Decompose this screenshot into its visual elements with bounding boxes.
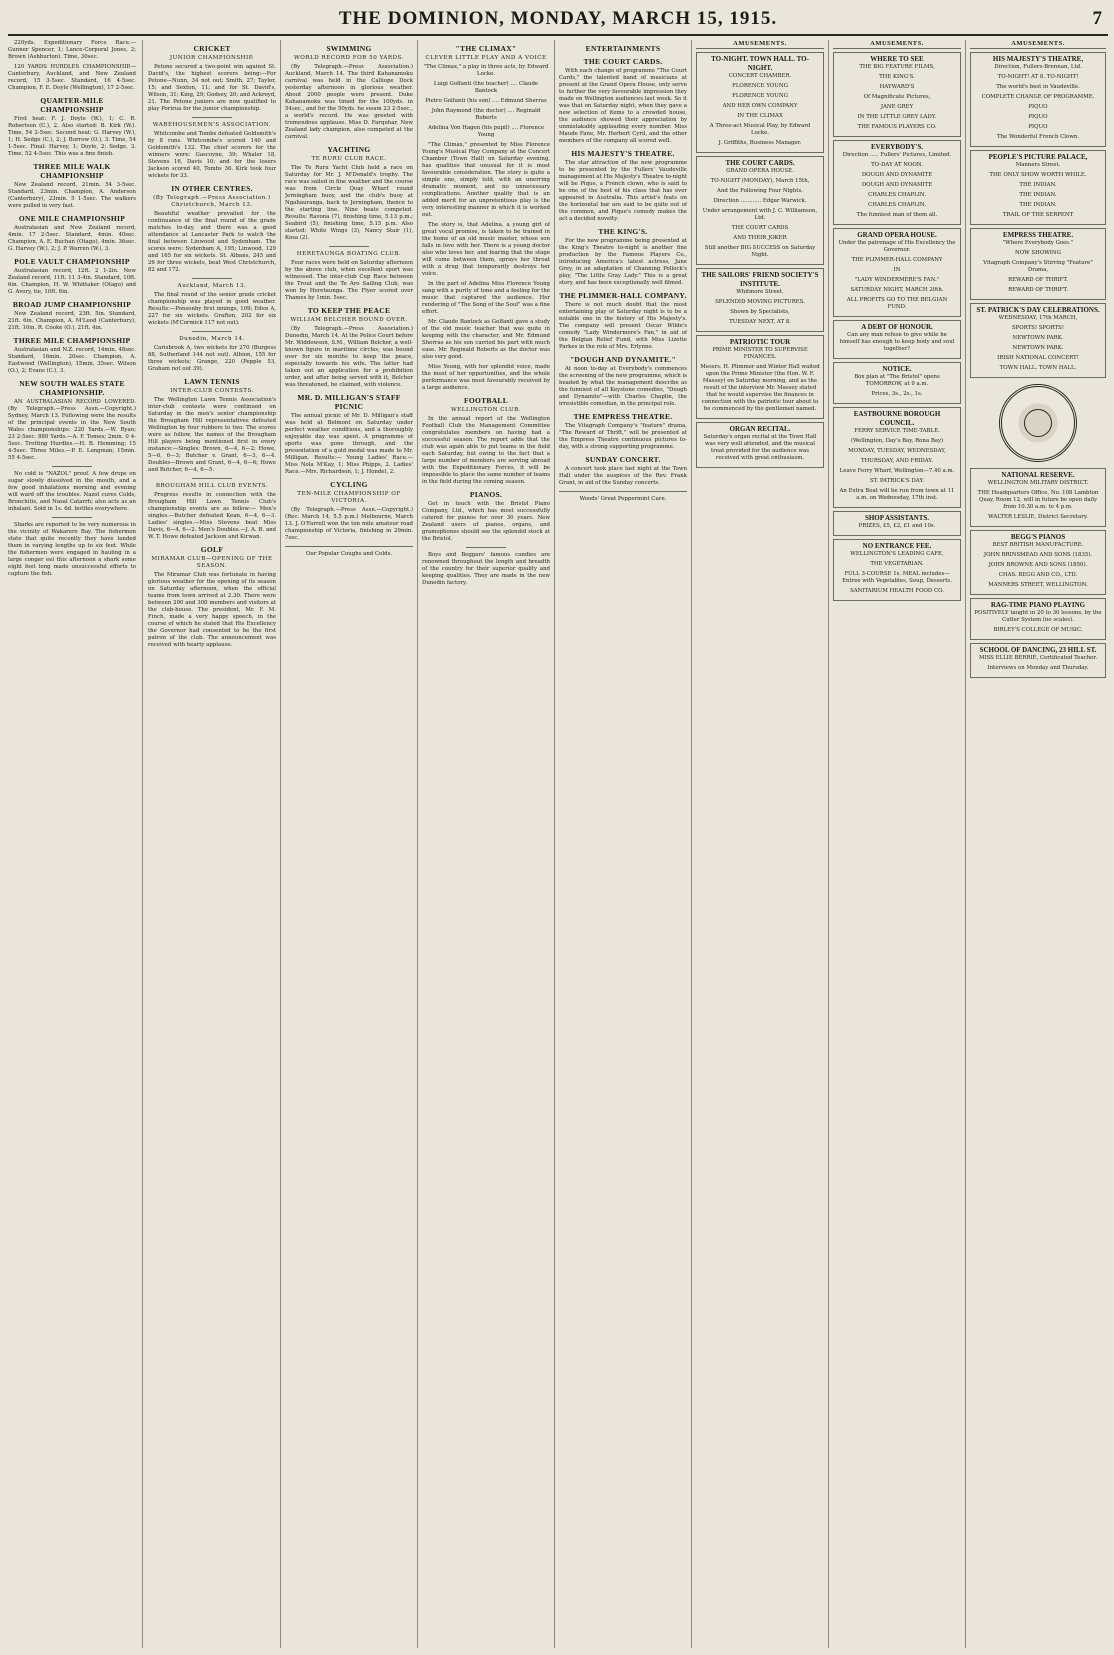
ad-title: PATRIOTIC TOUR: [729, 338, 791, 346]
ad-line: Leave Ferry Wharf, Wellington—7.40 a.m.: [839, 468, 955, 474]
ad-title: BEGG'S PIANOS: [1010, 533, 1066, 541]
ad-line: Can any man refuse to give while he himself has enough to keep body and soul together?: [839, 332, 955, 352]
ad-line: TOWN HALL. TOWN HALL.: [999, 365, 1077, 371]
ad-line: THE ONLY SHOW WORTH WHILE.: [989, 172, 1087, 178]
article-text: Australasian and N.Z. record, 14min. 48sec. Standard, 16min. 20sec. Champion, A. Eastwood (Wellington), 15min. 35sec. Wilson (O.), 2; Evans (C.), 3.: [8, 347, 136, 374]
ad-line: JOHN BRINSMEAD AND SONS (1835).: [983, 552, 1093, 558]
section-subheading: BROUGHAM HILL CLUB EVENTS.: [155, 483, 269, 489]
section-subheading: HERETAUNGA BOATING CLUB.: [296, 251, 402, 257]
article-text: With each change of programme "The Court Cards," the talented band of musicians at present at the Grand Opera House, only serve to further the very favourable impression they made on Wellington audiences last week. So it was that on Saturday night, when they gave a new selection of items to a crowded house, the audience showed their appreciation by unmistakably applauding every number. Miss Maude Fane, Mr. Herbert Cyril, and the other members of the company all scored well.: [559, 68, 687, 144]
cast-line: Luigi Golfanti (the teacher) .... Claude Bantock: [433, 81, 539, 94]
ad-title: A DEBT OF HONOUR.: [861, 323, 933, 331]
section-heading: THE KING'S.: [598, 227, 648, 236]
article-text: Progress results in connection with the Brougham Hill Lawn Tennis Club's championship events are as follow:— Men's singles.—Butcher defeated Kean, 6—4, 6—3. Ladies' singles.—Miss Stevens beat Miss Davis, 6—4, 6—2. Men's Doubles.—J. A. B. and W. T. Howe defeated Jackson and Kirwan.: [148, 492, 276, 540]
article-text: The star attraction of the new programme to be presented by the Fullers' Vaudeville management at His Majesty's Theatre to-night will be Pique, a French clown, who is said to be one of the best of his class that has ever appeared in Australia. This artist's feats on the horizontal bar are said to be quite out of the common, and Pique's comedy makes the act a decided novelty.: [559, 160, 687, 222]
ad-line: MANNERS STREET, WELLINGTON.: [988, 582, 1088, 588]
article-text: The Vitagraph Company's "feature" drama, "The Reward of Thrift," will be presented at the Empress Theatre continuous pictures to-day, with a strong supporting programme.: [559, 423, 687, 450]
ad-line: Manners Street.: [1015, 162, 1061, 168]
advertisement: [833, 539, 961, 601]
section-separator: [329, 246, 369, 247]
ad-title: THE SAILORS' FRIEND SOCIETY'S INSTITUTE.: [701, 271, 819, 288]
ad-line: TO-DAY AT NOON.: [871, 162, 923, 168]
results-line: 220yds. Expeditionary Force Race.— Gunner Spencer, 1; Lance-Corporal Jones, 2; Brown (Ashburton). Time, 30sec.: [8, 40, 136, 60]
section-heading: CRICKET: [193, 44, 231, 53]
ad-line: THE VEGETARIAN.: [870, 561, 924, 567]
column-rule: [142, 40, 143, 1648]
section-separator: [192, 278, 232, 279]
section-heading: BROAD JUMP CHAMPIONSHIP: [12, 300, 132, 309]
ad-line: J. Griffiths, Business Manager.: [718, 140, 802, 146]
section-heading: FOOTBALL: [463, 396, 509, 405]
advertisement: [696, 422, 824, 468]
ad-line: The world's best in Vaudeville.: [996, 84, 1080, 90]
national-reserve-seal: [999, 384, 1077, 462]
column-3: [285, 40, 413, 1648]
ad-line: THE Headquarters Office, No. 108 Lambton Quay, Room 12, will in future be open daily from 10.30 a.m. to 4 p.m.: [977, 490, 1099, 510]
ad-title: THE COURT CARDS.: [725, 159, 795, 167]
ad-line: GRAND OPERA HOUSE.: [726, 168, 794, 174]
section-subheading: TEN-MILE CHAMPIONSHIP OF VICTORIA.: [297, 491, 401, 504]
section-heading: CYCLING: [330, 480, 368, 489]
article-text: Australasian record, 12ft. 2 1-2in. New Zealand record, 11ft. 11 3-4in. Standard, 10ft. 6in. Champion, H. W. Whittaker (Otago) and G. Avory, tie, 10ft. 6in.: [8, 268, 136, 295]
column-6: [696, 40, 824, 1648]
advertisement: [970, 303, 1106, 378]
ad-line: IN THE CLIMAX: [737, 113, 783, 119]
column-rule: [965, 40, 966, 1648]
ad-line: NEWTOWN PARK.: [1012, 345, 1064, 351]
section-heading: THE COURT CARDS.: [583, 57, 663, 66]
ad-title: SCHOOL OF DANCING, 23 HILL ST.: [979, 646, 1097, 654]
ad-line: TRAIL OF THE SERPENT: [1002, 212, 1074, 218]
advertisement: [696, 335, 824, 419]
article-text: A concert took place last night at the Town Hall under the auspices of the Rev. Frank Grant, in aid of the Sunday concerts.: [559, 466, 687, 486]
section-subheading: (By Telegraph.—Press Association.) Christchurch, March 13.: [153, 195, 271, 208]
article-text: (By Telegraph.—Press Association.) Dunedin, March 14. At the Police Court before Mr. Widdowson, S.M., William Belcher, a well-known figure in maritime circles, was bound over for six months to keep the peace, especially towards his wife. The latter had taken out an application for a prohibition order, and after being served with it, Belcher was threatened, he claimed, with violence.: [285, 326, 413, 388]
ad-title: NOTICE.: [882, 365, 912, 373]
advertisement: [970, 52, 1106, 147]
ad-line: THE INDIAN.: [1019, 192, 1057, 198]
column-rule: [691, 40, 692, 1648]
column-rule: [280, 40, 281, 1648]
section-heading: PIANOS.: [469, 490, 503, 499]
ad-title: TO-NIGHT. TOWN HALL. TO-NIGHT.: [711, 55, 809, 72]
section-heading: POLE VAULT CHAMPIONSHIP: [14, 257, 130, 266]
advertisement: [970, 530, 1106, 595]
ad-title: EASTBOURNE BOROUGH COUNCIL.: [853, 410, 941, 427]
article-text: Get in touch with the Bristol Piano Company, Ltd., which has most successfully catered for pianos for over 30 years. New Zealand users of pianos, organs, and gramophones should see the splendid stock at the Bristol.: [422, 501, 550, 542]
section-subheading: JUNIOR CHAMPIONSHIP.: [169, 55, 255, 61]
ad-line: Shown by Specialists,: [730, 309, 790, 315]
ad-line: AND THEIR JOKER: [733, 235, 787, 241]
column-5: [559, 40, 687, 1648]
ad-line: Direction ............ Edgar Warwick.: [713, 198, 807, 204]
advertisement: [833, 362, 961, 404]
ad-title: HIS MAJESTY'S THEATRE,: [992, 55, 1084, 63]
section-heading: THREE MILE CHAMPIONSHIP: [13, 336, 131, 345]
ad-line: Vitagraph Company's Stirring "Feature" Drama,: [983, 260, 1093, 273]
ad-line: MISS ELLIE BERRIE, Certificated Teacher.: [978, 655, 1098, 661]
columns-area: [8, 40, 1108, 1648]
section-subheading: WELLINGTON CLUB.: [450, 407, 522, 413]
article-text: Whitcombe and Tombs defeated Goldsmith's by 8 runs. Whitcombe's scored 140 and Goldsmith's 132. The chief scorers for the winners were: Gascoyne, 39; Whaler 18, Stevens 16, Davis 10; and for the losers Jackson scored 40, Tombs 36. Kirk took four wickets for 33.: [148, 131, 276, 179]
section-heading: YACHTING: [327, 145, 371, 154]
section-subheading: Dunedin, March 14.: [179, 336, 245, 342]
ad-line: DOUGH AND DYNAMITE: [861, 182, 933, 188]
ad-line: PIQUO: [1028, 104, 1048, 110]
column-4: [422, 40, 550, 1648]
section-subheading: INTER-CLUB CONTESTS.: [170, 388, 254, 394]
advertisement: [696, 268, 824, 332]
ad-line: The Wonderful French Clown.: [996, 134, 1080, 140]
article-text: For the new programme being presented at the King's Theatre to-night is another fine production by the Famous Players Co., introducing America's latest actress, Jane Grey, in an adaptation of Channing Pollock's play, "The Little Gray Lady." This is a great story, and has been exceptionally well filmed.: [559, 238, 687, 286]
advertisement: [696, 156, 824, 265]
section-separator: [192, 478, 232, 479]
ad-line: And the Following Four Nights.: [717, 188, 803, 194]
ad-line: DOUGH AND DYNAMITE: [861, 172, 933, 178]
masthead: [8, 6, 1108, 36]
section-separator: [192, 331, 232, 332]
ad-title: NO ENTRANCE FEE.: [862, 542, 932, 550]
section-heading: MR. D. MILLIGAN'S STAFF PICNIC: [297, 393, 401, 411]
ad-line: CHARLES CHAPLIN.: [868, 192, 926, 198]
ad-line: NEWTOWN PARK.: [1012, 335, 1064, 341]
footer-note: Woods' Great Peppermint Cure.: [579, 496, 667, 502]
page-number: 7: [1092, 8, 1102, 29]
ad-line: CHARLES CHAPLIN.: [868, 202, 926, 208]
advertisement: [970, 150, 1106, 225]
advertisement: [970, 643, 1106, 678]
section-subheading: MIRAMAR CLUB—OPENING OF THE SEASON.: [151, 556, 273, 569]
advertisement: [833, 407, 961, 508]
ad-line: FLORENCE YOUNG: [732, 93, 788, 99]
section-heading: GOLF: [200, 545, 224, 554]
advertisement: [833, 52, 961, 137]
ad-line: ST. PATRICK'S DAY.: [869, 478, 925, 484]
ad-line: PRIME MINISTER TO SUPERVISE FINANCES.: [712, 347, 808, 360]
ad-title: WHERE TO SEE: [870, 55, 924, 63]
advertisement: [970, 468, 1106, 527]
section-heading: THE EMPRESS THEATRE.: [573, 412, 673, 421]
column-2: [148, 40, 276, 1648]
article-text: In the annual report of the Wellington Football Club the Management Committee congratulates members on having had a successful season. The report adds that the club was again able to put teams in the field each Saturday, but owing to the fact that a large number of members are serving abroad with the Expeditionary Forces, it will be impossible to place the same number of teams in the field during the coming season.: [422, 416, 550, 485]
ad-line: AND HER OWN COMPANY: [722, 103, 798, 109]
ad-title: ST. PATRICK'S DAY CELEBRATIONS.: [976, 306, 1100, 314]
ad-line: Direction ..... Fullers' Pictures, Limited.: [842, 152, 952, 158]
ad-line: WALTER LESLIE, District Secretary.: [988, 514, 1088, 520]
ad-line: CHAS. BEGG AND CO., LTD.: [998, 572, 1078, 578]
column-rule: [417, 40, 418, 1648]
ad-line: FERRY SERVICE TIME-TABLE.: [854, 428, 940, 434]
seal-crest: [1024, 409, 1052, 437]
ad-line: JANE GREY: [880, 104, 914, 110]
section-heading: TO KEEP THE PEACE: [307, 306, 391, 315]
article-paragraph: In the part of Adelina Miss Florence Young sang with a purity of tone and a feeling for the music that captured the audience. Her rendering of "The Song of the Soul" was a fine effort.: [422, 281, 550, 315]
ad-line: WELLINGTON MILITARY DISTRICT.: [987, 480, 1089, 486]
article-text: (By Telegraph.—Press Association.) Auckland, March 14. The third Kahanamoku carnival was held in the Calliope Dock yesterday afternoon in glorious weather. About 2000 people were present. Duke Kahanamoku was timed for the 100yds. in 54sec., and for the 50yds. he swam 23 2-5sec., a world's record. He was greeted with tremendous applause. Miss D. Farquhar, New Zealand lady champion, also competed at the carnival.: [285, 64, 413, 140]
section-subheading: WAREHOUSEMEN'S ASSOCIATION.: [152, 122, 272, 128]
article-text: AN AUSTRALASIAN RECORD LOWERED. (By Telegraph.—Press Assn.—Copyright.) Sydney, March 13. Following were the results of the principal events in the New South Wales championships: 220 Yards.—W. Ryan; 23 2-5sec. 880 Yards.—A. F. Tomes; 2min. 0 4-5sec. Trotting Hurdles.—H. B. Hemming; 15 4-5sec. Three Miles.—P. E. Longman; 15min. 55 4-5sec.: [8, 399, 136, 461]
section-heading: "DOUGH AND DYNAMITE.": [569, 355, 677, 364]
ad-line: FLORENCE YOUNG: [732, 83, 788, 89]
ad-line: REWARD OF THRIFT.: [1008, 277, 1068, 283]
ad-line: REWARD OF THRIFT.: [1008, 287, 1068, 293]
ad-line: Under the patronage of His Excellency the Governor.: [838, 240, 956, 253]
amusements-heading: AMUSEMENTS.: [970, 40, 1106, 49]
results-line: 120 YARDS HURDLES CHAMPIONSHIP.—Canterbury, Auckland, and New Zealand record, 15 3-5sec. Standard, 16 4-5sec. Champion, F. E. Doyle (Wellington), 17 2-5sec.: [8, 64, 136, 91]
ad-line: HAYWARD'S: [879, 84, 915, 90]
ad-line: Still another BIG SUCCESS on Saturday Night.: [704, 245, 816, 258]
column-1: [8, 40, 136, 1648]
ad-title: EVERYBODY'S.: [870, 143, 924, 151]
section-heading: SWIMMING: [326, 44, 372, 53]
ad-title: EMPRESS THEATRE.: [1002, 231, 1074, 239]
ad-line: THURSDAY, AND FRIDAY.: [860, 458, 934, 464]
article-text: New Zealand record, 21min. 54 3-5sec. Standard, 23min. Champion, A. Anderson (Canterbury), 23min. 5 1-5sec. The walkers were pulled in very fast.: [8, 182, 136, 209]
article-text: Australasian and New Zealand record, 4min. 17 2-5sec. Standard, 4min. 40sec. Champion, A. E. Buchan (Otago), 4min. 36sec. G. Harvey (W.), 2; J. P. Warren (W.), 3.: [8, 225, 136, 252]
ad-title: PEOPLE'S PICTURE PALACE,: [988, 153, 1088, 161]
ad-title: RAG-TIME PIANO PLAYING: [990, 601, 1086, 609]
ad-line: THE FAMOUS PLAYERS CO.: [857, 124, 937, 130]
section-heading: ONE MILE CHAMPIONSHIP: [18, 214, 126, 223]
ad-line: Interviews on Monday and Thursday.: [987, 665, 1089, 671]
ad-line: An Extra Boat will be run from town at 11 a.m. on Wednesday, 17th inst.: [839, 488, 955, 501]
article-text: Boys and Beggars' famous candies are renowned throughout the length and breadth of the country for their superior quality and keeping qualities. They are made in the new Dunedin factory.: [422, 552, 550, 586]
article-text: The Wellington Lawn Tennis Association's inter-club contests were continued on Saturday in the men's senior championship the Brougham Hill representatives defeated Wellington by four rubbers to two. The scores were as follow, the names of the Brougham Hill players being mentioned first in every instance:—Singles: Brown, 6—4, 6—2; Howe, 5—6, 6—3; Butcher v. Grant, 6—3, 6—4. Doubles—Brown and Grant, 6—4, 6—6; Howe and Butcher, 6—4, 6—5.: [148, 397, 276, 473]
ad-line: IN: [893, 267, 901, 273]
ad-line: SPLENDID MOVING PICTURES.: [715, 299, 805, 305]
ad-line: MONDAY, TUESDAY, WEDNESDAY,: [848, 448, 946, 454]
ad-line: COMPLETE CHANGE OF PROGRAMME.: [981, 94, 1095, 100]
column-7: [833, 40, 961, 1648]
article-text: Petone secured a two-point win against St. David's, the highest scorers being:—For Petone—Nunn, 34 not out; Smith, 27; Taylor, 15; and Sexton, 11; and for St. David's, Wilson, 31; King, 29; Godsey, 20; and Ackroyd, 21. The Petone juniors are now qualified to play Porirua for the junior championship.: [148, 64, 276, 112]
ad-line: THE COURT CARDS: [731, 225, 789, 231]
article-text: There is not much doubt that the most entertaining play of Saturday night is to be a notable one in the history of His Majesty's. The company will present Oscar Wilde's comedy "Lady Windermere's Fan," in aid of the Belgian Relief Fund, with Miss Lizette Parkes in the role of Mrs. Erlynne.: [559, 302, 687, 350]
ad-line: TUESDAY NEXT, AT 8.: [729, 319, 791, 325]
section-heading: SUNDAY CONCERT.: [585, 455, 661, 464]
ad-line: WEDNESDAY, 17th MARCH,: [998, 315, 1078, 321]
ad-title: GRAND OPERA HOUSE.: [857, 231, 937, 239]
section-subheading: TE RURU CLUB RACE.: [311, 156, 387, 162]
cast-line: John Raymond (the doctor) .... Reginald Roberts: [431, 108, 541, 121]
entertainments-heading: ENTERTAINMENTS: [585, 44, 661, 53]
ad-line: IRISH NATIONAL CONCERT!: [997, 355, 1079, 361]
ad-line: TO-NIGHT (MONDAY), March 15th,: [710, 178, 810, 184]
section-heading: HIS MAJESTY'S THEATRE.: [571, 149, 675, 158]
amusements-heading: AMUSEMENTS.: [696, 40, 824, 49]
article-text: The Te Ruru Yacht Club held a race on Saturday for Mr. J. M'Donald's trophy. The race was sailed in fine weather and the course was from Circle Quay Wharf round Jerningham buoy, and the club's buoy at Ngahauranga, back to Jerningham, thence to the starting line. Nine boats competed. Results: Ravona (7), finishing time, 5.13 p.m.; Seabird (5), finishing time, 5.15 p.m. Also started: White Wings (3), Nancy Stair (1), Kosa (2).: [285, 165, 413, 241]
article-text: Carisbrook A, two wickets for 270 (Burgess 88, Sutherland 144 not out). Albion, 155 for three wickets; Grange, 220 (Pepple 53, Graham not out 39).: [148, 345, 276, 372]
ad-line: The funniest man of them all.: [856, 212, 938, 218]
cast-line: Pietro Golfanti (his son) .... Edmund Sherras: [425, 98, 547, 104]
ad-line: SATURDAY NIGHT, MARCH 20th.: [850, 287, 944, 293]
ad-line: BIRLEY'S COLLEGE OF MUSIC.: [993, 627, 1083, 633]
ad-line: WELLINGTON'S LEADING CAFE,: [850, 551, 944, 557]
article-paragraph: Mr. Claude Bantock as Golfanti gave a study of the old music teacher that was quite in keeping with the character, and Mr. Edmund Sherras as his son carried his part with much ease. Mr. Reginald Roberts as the doctor was also very good.: [422, 319, 550, 360]
ad-line: Direction, Fullers-Brennan, Ltd.: [994, 64, 1082, 70]
section-subheading: Auckland, March 13.: [177, 283, 247, 289]
ad-line: "LADY WINDERMERE'S FAN.": [854, 277, 940, 283]
ad-title: NATIONAL RESERVE.: [1001, 471, 1075, 479]
ad-line: SPORTS! SPORTS!: [1011, 325, 1065, 331]
section-subheading: WILLIAM BELCHER BOUND OVER.: [290, 317, 408, 323]
advertisement: [833, 228, 961, 317]
section-heading: LAWN TENNIS: [184, 377, 240, 386]
newspaper-title: THE DOMINION, MONDAY, MARCH 15, 1915.: [338, 8, 778, 29]
ad-line: TO-NIGHT! AT 8. TO-NIGHT!: [997, 74, 1079, 80]
article-paragraph: The story is, that Adelina, a young girl of great vocal promise, is taken to be trained in the home of an old music master, whose son falls in love with her. There is a young doctor also who loves her, and fearing that the stage will come between them, sprays her throat with a drug that temporarily destroys her voice.: [422, 222, 550, 277]
article-text: The final round of the senior grade cricket championship was played in good weather. Results:—Ponsonby first innings, 109; Eden A, 227 for six wickets. Grafton, 202 for six wickets (M'Cormick 117 not out).: [148, 292, 276, 326]
section-heading: IN OTHER CENTRES.: [171, 184, 253, 193]
article-paragraph: Miss Young, with her splendid voice, made the most of her opportunities, and the whole performance was most favourably received by a large audience.: [422, 364, 550, 391]
ad-line: Box plan at "The Bristol" opens TOMORROW, at 9 a.m.: [854, 374, 940, 387]
ad-line: PRIZES, £5, £2, £1 and 10s.: [858, 523, 936, 529]
ad-line: FULL 3-COURSE 1s. MEAL includes— Entree with Vegetables, Soup, Desserts.: [842, 571, 952, 584]
article-subheading: CLEVER LITTLE PLAY AND A VOICE: [425, 55, 547, 61]
article-text: Four races were held on Saturday afternoon by the above club, when excellent sport was witnessed. The inter-club Cup Race between the Trout and the Te Aro Sailing Club, was won by Heretaunga. The Flyer scored over Thames by 1min. 5sec.: [285, 260, 413, 301]
amusements-heading: AMUSEMENTS.: [833, 40, 961, 49]
article-paragraph: "The Climax," presented by Miss Florence Young's Musical Play Company at the Concert Chamber (Town Hall) on Saturday evening, has qualities that unusual for it is most favourable consideration. The story is quite a simple one, simply told, with an unerring dramatic moment, and no unnecessary complications. Another quality that is an added merit for an unpretentious play is the very interesting manner in which it is worked out.: [422, 142, 550, 218]
section-heading: NEW SOUTH WALES STATE CHAMPIONSHIP.: [19, 379, 125, 397]
advertisement: [970, 598, 1106, 640]
ad-line: Saturday's organ recital at the Town Hall was very well attended, and the musical treat provided for the audience was received with great enthusiasm.: [703, 434, 817, 461]
ad-line: ALL PROFITS GO TO THE BELGIAN FUND.: [846, 297, 948, 310]
cast-line: Adelina Von Hagen (his pupil) .... Florence Young: [427, 125, 545, 138]
ad-line: BEST BRITISH MANUFACTURE.: [992, 542, 1084, 548]
advertisement: [970, 228, 1106, 300]
article-text: The annual picnic of Mr. D. Milligan's staff was held at Belmont on Saturday under perfect weather conditions, and a thoroughly enjoyable day was spent. A programme of sports was gone through, and the presentation of a gold medal was made to Mr. Milligan. Results:— Young Ladies' Race.—Miss Nola M'Kay, 1; Miss Phipps, 2. Ladies' Race.—Mrs. Richardson, 1; J. Hondel, 2.: [285, 413, 413, 475]
ad-title: SHOP ASSISTANTS.: [864, 514, 930, 522]
ad-line: (Wellington, Day's Bay, Rona Bay): [850, 438, 944, 444]
ad-line: IN THE LITTLE GREY LADY.: [857, 114, 937, 120]
article-text: First heat: F. J. Doyle (W.), 1; C. R. Robertson (C.), 2. Also started: B. Kirk (W.). Time, 54 2-5sec. Second heat: G. Harvey (W.), 1; H. Sedge (C.), 2; J. Burrow (O.), 3. Time, 54 1-5sec. Final: Harvey, 1; Doyle, 2; Sedge, 3. Time, 52 4-5sec. This was a fine finish.: [8, 116, 136, 157]
ad-title: ORGAN RECITAL.: [729, 425, 791, 433]
ad-line: THE INDIAN.: [1019, 202, 1057, 208]
advertisement: [833, 320, 961, 359]
ad-line: PIQUO: [1028, 124, 1048, 130]
ad-line: "Where Everybody Goes.": [1002, 240, 1074, 246]
ad-line: POSITIVELY taught in 20 to 30 lessons, by the Cutler System (no scales).: [974, 610, 1102, 623]
advertisement: [696, 52, 824, 153]
column-8: [970, 40, 1106, 1648]
ad-line: Whitmore Street.: [736, 289, 784, 295]
article-text: The Miramar Club was fortunate in having glorious weather for the opening of its season on Saturday afternoon, when the official teams from town arrived at 2.30. There were between 200 and 300 members and visitors at the club-house. The president, Mr. F. M. Finch, made a very happy speech, in the course of which he stated that His Excellency the Governor had consented to be the first patron of the club. The announcement was received with hearty applause.: [148, 572, 276, 648]
separator: [559, 491, 687, 492]
article-text: (By Telegraph.—Press Assn.—Copyright.) (Rec. March 14, 5.5 p.m.) Melbourne, March 13. J. O'Farrell won the ten mile amateur road championship of Victoria, finishing in 29min. 7sec.: [285, 507, 413, 541]
section-separator: [466, 547, 506, 548]
section-separator: [192, 117, 232, 118]
section-separator: [52, 517, 92, 518]
ad-line: Messrs. H. Plimmer and Winter Hall waited upon the Prime Minister (the Hon. W. F. Massey) on Saturday morning, and as the result of the interview Mr. Massey stated that he would supervise the finances in connection with the patriotic tour about to be commenced by the gentlemen named.: [700, 364, 820, 412]
article-text: At noon to-day at Everybody's commences the screening of the new programme, which is headed by what the management describe as the funniest of all Keystone comedies, "Dough and Dynamite"—with Charles Chaplin, the irresistible comedian, in the principal role.: [559, 366, 687, 407]
section-subheading: WORLD RECORD FOR 50 YARDS.: [294, 55, 404, 61]
ad-line: Prices, 3s., 2s., 1s.: [871, 391, 923, 397]
section-separator: [52, 466, 92, 467]
ad-line: Of Magnificate Pictures,: [863, 94, 931, 100]
column-rule: [554, 40, 555, 1648]
newspaper-page: [8, 6, 1108, 1651]
advertisement: [833, 140, 961, 225]
section-heading: THE PLIMMER-HALL COMPANY.: [559, 291, 687, 300]
ad-line: PIQUO: [1028, 114, 1048, 120]
ad-line: THE INDIAN.: [1019, 182, 1057, 188]
article-heading: "THE CLIMAX": [455, 44, 517, 53]
ad-line: NOW SHOWING: [1015, 250, 1061, 256]
article-text: Sharks are reported to be very numerous in the vicinity of Wakarere Bay. The fishermen state that quite recently they have landed them in varying lengths up to six feet. While the fishermen were engaged in hauling in a large conger eel this afternoon a shark some eight feet long made unsuccessful efforts to capture the fish.: [8, 522, 136, 577]
advertisement: [833, 511, 961, 536]
ad-line: THE KING'S.: [879, 74, 915, 80]
article-text: New Zealand record, 23ft. 5in. Standard, 21ft. 6in. Champion, A. M'Leod (Canterbury), 21ft. 10in. R. Cooke (O.), 21ft. 4in.: [8, 311, 136, 331]
ad-line: THE BIG FEATURE FILMS,: [859, 64, 935, 70]
ad-line: SANITARIUM HEALTH FOOD CO.: [850, 588, 944, 594]
separator: [285, 546, 413, 547]
ad-line: A Three-act Musical Play, by Edward Locke.: [709, 123, 811, 136]
article-text: Beautiful weather prevailed for the continuance of the final round of the grade matches to-day, and there was a good attendance at Lancaster Park to watch the final between Linwood and Sydenham. The scores were: Sydenham A, 195; Linwood, 129 and 165 for six wickets. St. Albans, 245 and 26 for three wickets, beat West Christchurch, 82 and 172.: [148, 211, 276, 273]
article-text: No cold is "NAZOL" proof. A few drops on sugar slowly dissolved in the mouth, and a few good inhalations morning and evening will ward off the troubles. Nazol cures Colds, Bronchitis, and Nasal Catarrh; also acts as an inhalant. Sold in 1s. 6d. bottles everywhere.: [8, 471, 136, 512]
ad-line: JOHN BROWNE AND SONS (1850).: [988, 562, 1088, 568]
ad-line: Under arrangement with J. C. Williamson, Ltd.: [702, 208, 818, 221]
footer-note: Our Popular Coughs and Colds.: [305, 551, 393, 557]
ad-line: THE PLIMMER-HALL COMPANY: [851, 257, 943, 263]
cast-line: "The Climax," a play in three acts, by Edward Locke.: [423, 64, 549, 77]
section-heading: THREE MILE WALK CHAMPIONSHIP: [33, 162, 111, 180]
column-rule: [828, 40, 829, 1648]
section-heading: QUARTER-MILE CHAMPIONSHIP: [40, 96, 104, 114]
ad-line: CONCERT CHAMBER.: [728, 73, 792, 79]
